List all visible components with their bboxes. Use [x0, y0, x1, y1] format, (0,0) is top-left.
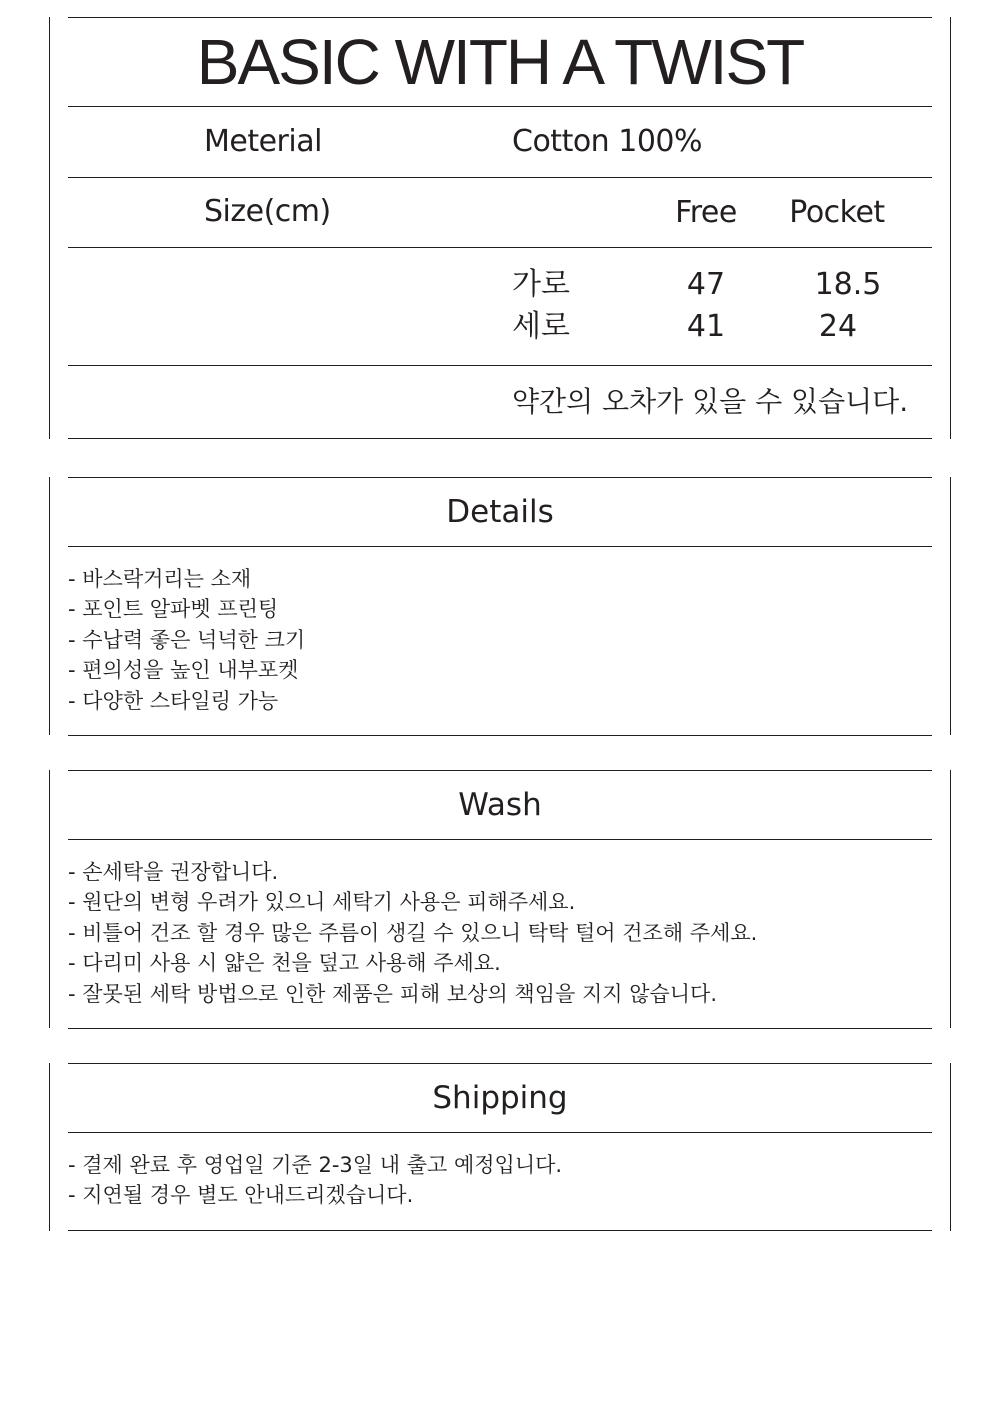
wash-title: Wash	[458, 787, 542, 823]
divider	[68, 546, 932, 547]
divider	[68, 1028, 932, 1029]
details-list	[68, 564, 928, 716]
size-value-free: 41	[686, 309, 726, 344]
size-row-label: 세로	[512, 309, 570, 344]
divider	[68, 438, 932, 439]
size-value-free: 47	[686, 267, 726, 302]
list-item: - 다양한 스타일링 가능	[68, 688, 279, 713]
divider	[68, 735, 932, 736]
tolerance-note: 약간의 오차가 있을 수 있습니다.	[512, 385, 909, 418]
list-item: - 다리미 사용 시 얇은 천을 덮고 사용해 주세요.	[68, 951, 501, 976]
size-value-pocket: 18.5	[814, 267, 882, 302]
wash-list	[68, 857, 928, 1009]
list-item: - 손세탁을 권장합니다.	[68, 860, 279, 884]
divider	[68, 247, 932, 248]
list-item: - 수납력 좋은 넉넉한 크기	[68, 627, 306, 652]
list-item: - 비틀어 건조 할 경우 많은 주름이 생길 수 있으니 탁탁 털어 건조해 주세요.	[68, 920, 758, 945]
divider	[68, 1132, 932, 1133]
size-row-label: 가로	[512, 267, 570, 302]
size-column-free: Free	[675, 195, 737, 230]
divider	[68, 17, 932, 18]
list-item: - 포인트 알파벳 프린팅	[68, 597, 279, 622]
shipping-title: Shipping	[432, 1080, 568, 1116]
divider	[68, 365, 932, 366]
size-value-pocket: 24	[818, 309, 858, 344]
divider	[68, 1063, 932, 1064]
material-label: Meterial	[204, 124, 322, 159]
page-title: BASIC WITH A TWIST	[196, 26, 804, 98]
divider	[68, 1230, 932, 1231]
shipping-list	[68, 1150, 928, 1211]
list-item: - 원단의 변형 우려가 있으니 세탁기 사용은 피해주세요.	[68, 890, 576, 915]
list-item: - 바스락거리는 소재	[68, 567, 252, 591]
divider	[68, 839, 932, 840]
list-item: - 편의성을 높인 내부포켓	[68, 658, 299, 683]
details-title: Details	[446, 494, 554, 530]
divider	[68, 477, 932, 478]
divider	[68, 177, 932, 178]
size-label: Size(cm)	[204, 194, 331, 229]
size-column-pocket: Pocket	[789, 195, 885, 230]
list-item: - 결제 완료 후 영업일 기준 2-3일 내 출고 예정입니다.	[68, 1153, 563, 1177]
divider	[68, 106, 932, 107]
list-item: - 잘못된 세탁 방법으로 인한 제품은 피해 보상의 책임을 지지 않습니다.	[68, 981, 718, 1006]
divider	[68, 770, 932, 771]
list-item: - 지연될 경우 별도 안내드리겠습니다.	[68, 1183, 414, 1208]
material-value: Cotton 100%	[512, 124, 702, 159]
